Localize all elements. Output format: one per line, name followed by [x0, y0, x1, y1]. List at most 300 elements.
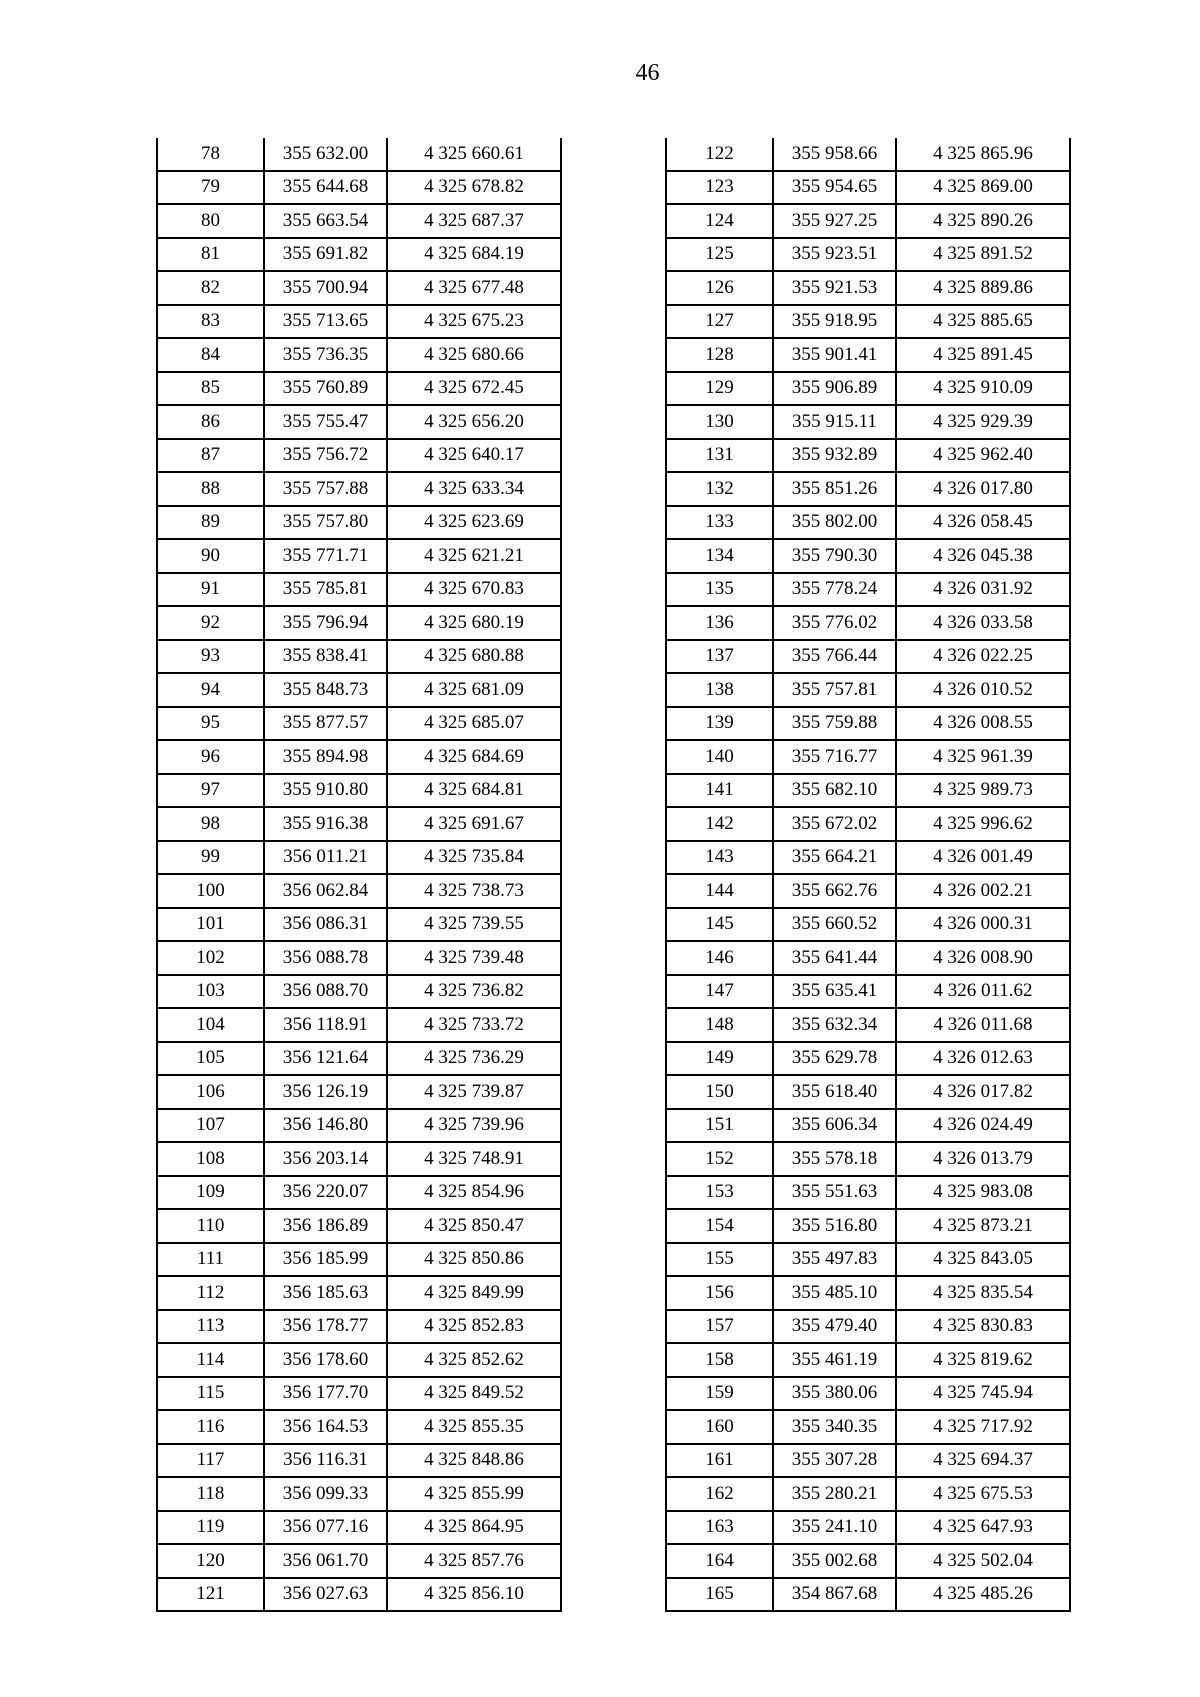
table-row: [157, 1444, 561, 1478]
x-coordinate-cell: 356 178.60: [264, 1343, 387, 1377]
table-row: [157, 908, 561, 942]
table-row: [157, 405, 561, 439]
table-row: [666, 1578, 1070, 1612]
point-number-cell: 111: [157, 1243, 264, 1277]
y-coordinate-cell: 4 326 017.82: [896, 1075, 1070, 1109]
point-number-cell: 95: [157, 707, 264, 741]
point-number-cell: 82: [157, 271, 264, 305]
table-row: [157, 807, 561, 841]
table-row: [666, 238, 1070, 272]
y-coordinate-cell: 4 325 891.52: [896, 238, 1070, 272]
table-row: [157, 1511, 561, 1545]
y-coordinate-cell: 4 325 929.39: [896, 405, 1070, 439]
y-coordinate-cell: 4 325 864.95: [387, 1511, 561, 1545]
point-number-cell: 158: [666, 1343, 773, 1377]
y-coordinate-cell: 4 325 873.21: [896, 1209, 1070, 1243]
point-number-cell: 107: [157, 1109, 264, 1143]
y-coordinate-cell: 4 326 012.63: [896, 1042, 1070, 1076]
table-row: [157, 707, 561, 741]
table-row: [666, 1377, 1070, 1411]
point-number-cell: 118: [157, 1477, 264, 1511]
x-coordinate-cell: 355 672.02: [773, 807, 896, 841]
point-number-cell: 102: [157, 941, 264, 975]
table-row: [157, 1410, 561, 1444]
table-row: [666, 941, 1070, 975]
point-number-cell: 101: [157, 908, 264, 942]
y-coordinate-cell: 4 325 739.55: [387, 908, 561, 942]
y-coordinate-cell: 4 325 865.96: [896, 138, 1070, 171]
y-coordinate-cell: 4 325 640.17: [387, 439, 561, 473]
table-row: [666, 204, 1070, 238]
y-coordinate-cell: 4 325 680.66: [387, 338, 561, 372]
point-number-cell: 144: [666, 874, 773, 908]
x-coordinate-cell: 356 088.70: [264, 975, 387, 1009]
table-row: [666, 305, 1070, 339]
table-row: [157, 338, 561, 372]
table-row: [157, 941, 561, 975]
point-number-cell: 143: [666, 841, 773, 875]
table-row: [666, 1410, 1070, 1444]
y-coordinate-cell: 4 325 691.67: [387, 807, 561, 841]
x-coordinate-cell: 355 618.40: [773, 1075, 896, 1109]
x-coordinate-cell: 356 121.64: [264, 1042, 387, 1076]
x-coordinate-cell: 354 867.68: [773, 1578, 896, 1612]
x-coordinate-cell: 355 848.73: [264, 673, 387, 707]
y-coordinate-cell: 4 325 856.10: [387, 1578, 561, 1612]
y-coordinate-cell: 4 325 647.93: [896, 1511, 1070, 1545]
table-row: [666, 1008, 1070, 1042]
point-number-cell: 119: [157, 1511, 264, 1545]
x-coordinate-cell: 355 002.68: [773, 1544, 896, 1578]
x-coordinate-cell: 356 164.53: [264, 1410, 387, 1444]
y-coordinate-cell: 4 325 855.99: [387, 1477, 561, 1511]
table-row: [157, 1377, 561, 1411]
x-coordinate-cell: 355 790.30: [773, 539, 896, 573]
x-coordinate-cell: 355 632.34: [773, 1008, 896, 1042]
x-coordinate-cell: 355 578.18: [773, 1142, 896, 1176]
y-coordinate-cell: 4 326 001.49: [896, 841, 1070, 875]
x-coordinate-cell: 356 126.19: [264, 1075, 387, 1109]
x-coordinate-cell: 356 220.07: [264, 1176, 387, 1210]
table-row: [157, 640, 561, 674]
x-coordinate-cell: 356 178.77: [264, 1310, 387, 1344]
y-coordinate-cell: 4 325 684.69: [387, 740, 561, 774]
x-coordinate-cell: 355 958.66: [773, 138, 896, 171]
y-coordinate-cell: 4 325 502.04: [896, 1544, 1070, 1578]
point-number-cell: 163: [666, 1511, 773, 1545]
point-number-cell: 149: [666, 1042, 773, 1076]
x-coordinate-cell: 356 062.84: [264, 874, 387, 908]
table-row: [666, 874, 1070, 908]
table-row: [666, 171, 1070, 205]
y-coordinate-cell: 4 325 736.82: [387, 975, 561, 1009]
coordinates-table-right: [665, 138, 1071, 1612]
table-row: [157, 1310, 561, 1344]
table-row: [157, 171, 561, 205]
y-coordinate-cell: 4 325 684.19: [387, 238, 561, 272]
table-row: [157, 673, 561, 707]
point-number-cell: 105: [157, 1042, 264, 1076]
table-row: [666, 1042, 1070, 1076]
x-coordinate-cell: 355 757.88: [264, 472, 387, 506]
x-coordinate-cell: 355 757.81: [773, 673, 896, 707]
table-row: [666, 1276, 1070, 1310]
table-row: [666, 1243, 1070, 1277]
y-coordinate-cell: 4 325 850.47: [387, 1209, 561, 1243]
x-coordinate-cell: 355 918.95: [773, 305, 896, 339]
point-number-cell: 78: [157, 138, 264, 171]
x-coordinate-cell: 356 099.33: [264, 1477, 387, 1511]
table-row: [157, 138, 561, 171]
point-number-cell: 91: [157, 573, 264, 607]
y-coordinate-cell: 4 325 885.65: [896, 305, 1070, 339]
table-row: [666, 975, 1070, 1009]
table-row: [157, 774, 561, 808]
coordinates-table-right-body: [666, 138, 1070, 1611]
x-coordinate-cell: 356 086.31: [264, 908, 387, 942]
y-coordinate-cell: 4 325 717.92: [896, 1410, 1070, 1444]
y-coordinate-cell: 4 325 738.73: [387, 874, 561, 908]
x-coordinate-cell: 356 077.16: [264, 1511, 387, 1545]
x-coordinate-cell: 355 916.38: [264, 807, 387, 841]
table-row: [666, 1511, 1070, 1545]
x-coordinate-cell: 355 497.83: [773, 1243, 896, 1277]
x-coordinate-cell: 355 954.65: [773, 171, 896, 205]
y-coordinate-cell: 4 325 819.62: [896, 1343, 1070, 1377]
point-number-cell: 159: [666, 1377, 773, 1411]
y-coordinate-cell: 4 325 739.48: [387, 941, 561, 975]
y-coordinate-cell: 4 325 849.52: [387, 1377, 561, 1411]
point-number-cell: 114: [157, 1343, 264, 1377]
table-row: [157, 1176, 561, 1210]
x-coordinate-cell: 355 716.77: [773, 740, 896, 774]
x-coordinate-cell: 356 116.31: [264, 1444, 387, 1478]
y-coordinate-cell: 4 325 854.96: [387, 1176, 561, 1210]
table-row: [666, 1544, 1070, 1578]
table-row: [666, 807, 1070, 841]
y-coordinate-cell: 4 325 830.83: [896, 1310, 1070, 1344]
point-number-cell: 130: [666, 405, 773, 439]
point-number-cell: 87: [157, 439, 264, 473]
table-row: [157, 1243, 561, 1277]
y-coordinate-cell: 4 325 670.83: [387, 573, 561, 607]
table-row: [157, 1075, 561, 1109]
x-coordinate-cell: 355 771.71: [264, 539, 387, 573]
x-coordinate-cell: 355 927.25: [773, 204, 896, 238]
x-coordinate-cell: 355 910.80: [264, 774, 387, 808]
x-coordinate-cell: 355 479.40: [773, 1310, 896, 1344]
x-coordinate-cell: 355 851.26: [773, 472, 896, 506]
x-coordinate-cell: 356 027.63: [264, 1578, 387, 1612]
x-coordinate-cell: 355 516.80: [773, 1209, 896, 1243]
coordinates-table-left: [156, 138, 562, 1612]
x-coordinate-cell: 355 756.72: [264, 439, 387, 473]
point-number-cell: 90: [157, 539, 264, 573]
x-coordinate-cell: 355 877.57: [264, 707, 387, 741]
y-coordinate-cell: 4 325 857.76: [387, 1544, 561, 1578]
y-coordinate-cell: 4 325 996.62: [896, 807, 1070, 841]
x-coordinate-cell: 355 838.41: [264, 640, 387, 674]
x-coordinate-cell: 355 796.94: [264, 606, 387, 640]
table-row: [157, 271, 561, 305]
point-number-cell: 121: [157, 1578, 264, 1612]
table-row: [666, 573, 1070, 607]
x-coordinate-cell: 355 664.21: [773, 841, 896, 875]
point-number-cell: 99: [157, 841, 264, 875]
y-coordinate-cell: 4 325 633.34: [387, 472, 561, 506]
point-number-cell: 122: [666, 138, 773, 171]
y-coordinate-cell: 4 326 000.31: [896, 908, 1070, 942]
point-number-cell: 108: [157, 1142, 264, 1176]
table-row: [157, 1276, 561, 1310]
y-coordinate-cell: 4 325 739.87: [387, 1075, 561, 1109]
point-number-cell: 92: [157, 606, 264, 640]
table-row: [157, 573, 561, 607]
point-number-cell: 115: [157, 1377, 264, 1411]
x-coordinate-cell: 355 759.88: [773, 707, 896, 741]
x-coordinate-cell: 355 660.52: [773, 908, 896, 942]
table-row: [666, 405, 1070, 439]
y-coordinate-cell: 4 325 485.26: [896, 1578, 1070, 1612]
point-number-cell: 106: [157, 1075, 264, 1109]
table-row: [666, 673, 1070, 707]
point-number-cell: 123: [666, 171, 773, 205]
x-coordinate-cell: 355 644.68: [264, 171, 387, 205]
y-coordinate-cell: 4 325 694.37: [896, 1444, 1070, 1478]
point-number-cell: 98: [157, 807, 264, 841]
y-coordinate-cell: 4 326 031.92: [896, 573, 1070, 607]
table-row: [666, 1142, 1070, 1176]
table-row: [666, 138, 1070, 171]
point-number-cell: 85: [157, 372, 264, 406]
point-number-cell: 147: [666, 975, 773, 1009]
y-coordinate-cell: 4 325 660.61: [387, 138, 561, 171]
table-row: [157, 975, 561, 1009]
point-number-cell: 116: [157, 1410, 264, 1444]
point-number-cell: 113: [157, 1310, 264, 1344]
point-number-cell: 136: [666, 606, 773, 640]
table-row: [157, 1008, 561, 1042]
y-coordinate-cell: 4 325 850.86: [387, 1243, 561, 1277]
point-number-cell: 126: [666, 271, 773, 305]
point-number-cell: 160: [666, 1410, 773, 1444]
x-coordinate-cell: 355 461.19: [773, 1343, 896, 1377]
x-coordinate-cell: 356 177.70: [264, 1377, 387, 1411]
y-coordinate-cell: 4 325 962.40: [896, 439, 1070, 473]
y-coordinate-cell: 4 326 058.45: [896, 506, 1070, 540]
x-coordinate-cell: 355 901.41: [773, 338, 896, 372]
x-coordinate-cell: 355 635.41: [773, 975, 896, 1009]
point-number-cell: 104: [157, 1008, 264, 1042]
y-coordinate-cell: 4 326 013.79: [896, 1142, 1070, 1176]
table-row: [666, 1209, 1070, 1243]
y-coordinate-cell: 4 325 835.54: [896, 1276, 1070, 1310]
table-row: [157, 439, 561, 473]
y-coordinate-cell: 4 325 656.20: [387, 405, 561, 439]
y-coordinate-cell: 4 325 685.07: [387, 707, 561, 741]
y-coordinate-cell: 4 325 745.94: [896, 1377, 1070, 1411]
y-coordinate-cell: 4 325 681.09: [387, 673, 561, 707]
point-number-cell: 151: [666, 1109, 773, 1143]
table-row: [666, 1075, 1070, 1109]
y-coordinate-cell: 4 325 621.21: [387, 539, 561, 573]
table-row: [666, 640, 1070, 674]
x-coordinate-cell: 355 802.00: [773, 506, 896, 540]
table-row: [666, 506, 1070, 540]
table-row: [157, 1142, 561, 1176]
y-coordinate-cell: 4 326 010.52: [896, 673, 1070, 707]
y-coordinate-cell: 4 325 961.39: [896, 740, 1070, 774]
y-coordinate-cell: 4 326 045.38: [896, 539, 1070, 573]
point-number-cell: 153: [666, 1176, 773, 1210]
point-number-cell: 80: [157, 204, 264, 238]
y-coordinate-cell: 4 325 733.72: [387, 1008, 561, 1042]
point-number-cell: 127: [666, 305, 773, 339]
y-coordinate-cell: 4 325 891.45: [896, 338, 1070, 372]
y-coordinate-cell: 4 326 002.21: [896, 874, 1070, 908]
table-row: [666, 707, 1070, 741]
point-number-cell: 120: [157, 1544, 264, 1578]
point-number-cell: 81: [157, 238, 264, 272]
point-number-cell: 79: [157, 171, 264, 205]
page-number: 46: [635, 60, 660, 86]
table-row: [666, 1310, 1070, 1344]
y-coordinate-cell: 4 325 684.81: [387, 774, 561, 808]
x-coordinate-cell: 356 186.89: [264, 1209, 387, 1243]
y-coordinate-cell: 4 325 739.96: [387, 1109, 561, 1143]
point-number-cell: 125: [666, 238, 773, 272]
point-number-cell: 145: [666, 908, 773, 942]
table-row: [157, 204, 561, 238]
point-number-cell: 148: [666, 1008, 773, 1042]
y-coordinate-cell: 4 325 852.62: [387, 1343, 561, 1377]
x-coordinate-cell: 355 755.47: [264, 405, 387, 439]
x-coordinate-cell: 355 485.10: [773, 1276, 896, 1310]
x-coordinate-cell: 355 894.98: [264, 740, 387, 774]
y-coordinate-cell: 4 325 677.48: [387, 271, 561, 305]
point-number-cell: 146: [666, 941, 773, 975]
point-number-cell: 164: [666, 1544, 773, 1578]
point-number-cell: 97: [157, 774, 264, 808]
point-number-cell: 140: [666, 740, 773, 774]
y-coordinate-cell: 4 326 022.25: [896, 640, 1070, 674]
point-number-cell: 135: [666, 573, 773, 607]
point-number-cell: 139: [666, 707, 773, 741]
y-coordinate-cell: 4 325 852.83: [387, 1310, 561, 1344]
table-row: [666, 472, 1070, 506]
x-coordinate-cell: 356 146.80: [264, 1109, 387, 1143]
x-coordinate-cell: 355 632.00: [264, 138, 387, 171]
y-coordinate-cell: 4 326 011.68: [896, 1008, 1070, 1042]
point-number-cell: 138: [666, 673, 773, 707]
table-row: [666, 372, 1070, 406]
x-coordinate-cell: 355 307.28: [773, 1444, 896, 1478]
y-coordinate-cell: 4 326 008.55: [896, 707, 1070, 741]
point-number-cell: 94: [157, 673, 264, 707]
point-number-cell: 89: [157, 506, 264, 540]
x-coordinate-cell: 355 380.06: [773, 1377, 896, 1411]
point-number-cell: 156: [666, 1276, 773, 1310]
x-coordinate-cell: 356 118.91: [264, 1008, 387, 1042]
point-number-cell: 109: [157, 1176, 264, 1210]
point-number-cell: 84: [157, 338, 264, 372]
x-coordinate-cell: 355 700.94: [264, 271, 387, 305]
y-coordinate-cell: 4 325 989.73: [896, 774, 1070, 808]
point-number-cell: 93: [157, 640, 264, 674]
table-row: [157, 1042, 561, 1076]
point-number-cell: 133: [666, 506, 773, 540]
table-row: [157, 372, 561, 406]
y-coordinate-cell: 4 325 869.00: [896, 171, 1070, 205]
point-number-cell: 152: [666, 1142, 773, 1176]
table-row: [666, 740, 1070, 774]
x-coordinate-cell: 355 906.89: [773, 372, 896, 406]
point-number-cell: 165: [666, 1578, 773, 1612]
table-row: [666, 1343, 1070, 1377]
x-coordinate-cell: 355 340.35: [773, 1410, 896, 1444]
table-row: [157, 472, 561, 506]
y-coordinate-cell: 4 326 024.49: [896, 1109, 1070, 1143]
y-coordinate-cell: 4 326 033.58: [896, 606, 1070, 640]
y-coordinate-cell: 4 326 017.80: [896, 472, 1070, 506]
point-number-cell: 128: [666, 338, 773, 372]
coordinates-table-left-body: [157, 138, 561, 1611]
point-number-cell: 124: [666, 204, 773, 238]
x-coordinate-cell: 355 785.81: [264, 573, 387, 607]
point-number-cell: 129: [666, 372, 773, 406]
table-row: [157, 1109, 561, 1143]
table-row: [157, 1544, 561, 1578]
table-row: [666, 908, 1070, 942]
table-row: [666, 1477, 1070, 1511]
x-coordinate-cell: 355 713.65: [264, 305, 387, 339]
table-row: [157, 1209, 561, 1243]
point-number-cell: 150: [666, 1075, 773, 1109]
point-number-cell: 112: [157, 1276, 264, 1310]
y-coordinate-cell: 4 325 736.29: [387, 1042, 561, 1076]
point-number-cell: 88: [157, 472, 264, 506]
table-row: [157, 606, 561, 640]
point-number-cell: 134: [666, 539, 773, 573]
table-row: [666, 1176, 1070, 1210]
table-row: [666, 271, 1070, 305]
x-coordinate-cell: 355 629.78: [773, 1042, 896, 1076]
point-number-cell: 141: [666, 774, 773, 808]
point-number-cell: 155: [666, 1243, 773, 1277]
table-row: [157, 1578, 561, 1612]
y-coordinate-cell: 4 325 889.86: [896, 271, 1070, 305]
y-coordinate-cell: 4 325 678.82: [387, 171, 561, 205]
x-coordinate-cell: 356 203.14: [264, 1142, 387, 1176]
point-number-cell: 131: [666, 439, 773, 473]
table-row: [157, 539, 561, 573]
point-number-cell: 117: [157, 1444, 264, 1478]
x-coordinate-cell: 356 185.63: [264, 1276, 387, 1310]
x-coordinate-cell: 355 682.10: [773, 774, 896, 808]
table-row: [157, 1477, 561, 1511]
table-row: [666, 774, 1070, 808]
x-coordinate-cell: 355 915.11: [773, 405, 896, 439]
x-coordinate-cell: 355 932.89: [773, 439, 896, 473]
point-number-cell: 103: [157, 975, 264, 1009]
x-coordinate-cell: 356 061.70: [264, 1544, 387, 1578]
x-coordinate-cell: 355 551.63: [773, 1176, 896, 1210]
y-coordinate-cell: 4 325 843.05: [896, 1243, 1070, 1277]
x-coordinate-cell: 356 185.99: [264, 1243, 387, 1277]
y-coordinate-cell: 4 325 910.09: [896, 372, 1070, 406]
y-coordinate-cell: 4 325 735.84: [387, 841, 561, 875]
point-number-cell: 154: [666, 1209, 773, 1243]
